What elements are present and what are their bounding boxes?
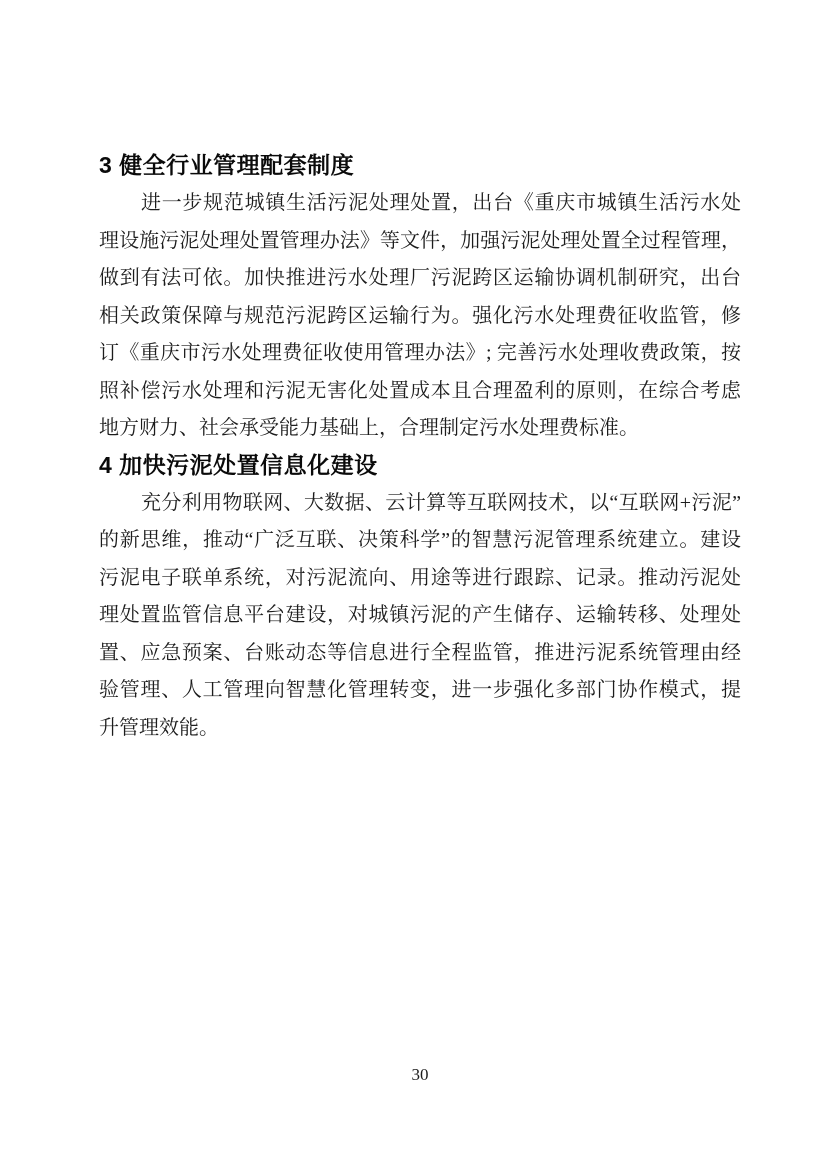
body-line: 地方财力、社会承受能力基础上，合理制定污水处理费标准。 [99,417,639,439]
body-line: 的新思维，推动“广泛互联、决策科学”的智慧污泥管理系统建立。建设 [99,529,741,551]
body-line: 照补偿污水处理和污泥无害化处置成本且合理盈利的原则，在综合考虑 [99,379,741,402]
body-line: 理处置监管信息平台建设，对城镇污泥的产生储存、运输转移、处理处 [99,604,741,626]
section-paragraph [99,485,741,748]
section-heading: 4 加快污泥处置信息化建设 [99,451,378,478]
page-footer [99,1064,741,1086]
body-line: 理设施污泥处理处置管理办法》等文件，加强污泥处理处置全过程管理， [99,229,741,252]
body-line: 污泥电子联单系统，对污泥流向、用途等进行跟踪、记录。推动污泥处 [99,566,741,589]
body-line: 充分利用物联网、大数据、云计算等互联网技术，以“互联网+污泥” [141,491,741,514]
body-line: 做到有法可依。加快推进污水处理厂污泥跨区运输协调机制研究，出台 [99,267,741,289]
document-body [99,0,741,747]
page-number: 30 [411,1065,429,1084]
document-section [99,151,741,448]
section-paragraph [99,185,741,448]
body-line: 订《重庆市污水处理费征收使用管理办法》; 完善污水处理收费政策，按 [99,342,741,364]
document-section [99,451,741,748]
body-line: 置、应急预案、台账动态等信息进行全程监管，推进污泥系统管理由经 [99,641,741,664]
body-line: 相关政策保障与规范污泥跨区运输行为。强化污水处理费征收监管，修 [99,304,741,327]
body-line: 验管理、人工管理向智慧化管理转变，进一步强化多部门协作模式，提 [99,679,741,701]
body-line: 升管理效能。 [99,716,219,739]
body-line: 进一步规范城镇生活污泥处理处置，出台《重庆市城镇生活污水处 [141,192,741,214]
section-heading: 3 健全行业管理配套制度 [99,152,355,178]
